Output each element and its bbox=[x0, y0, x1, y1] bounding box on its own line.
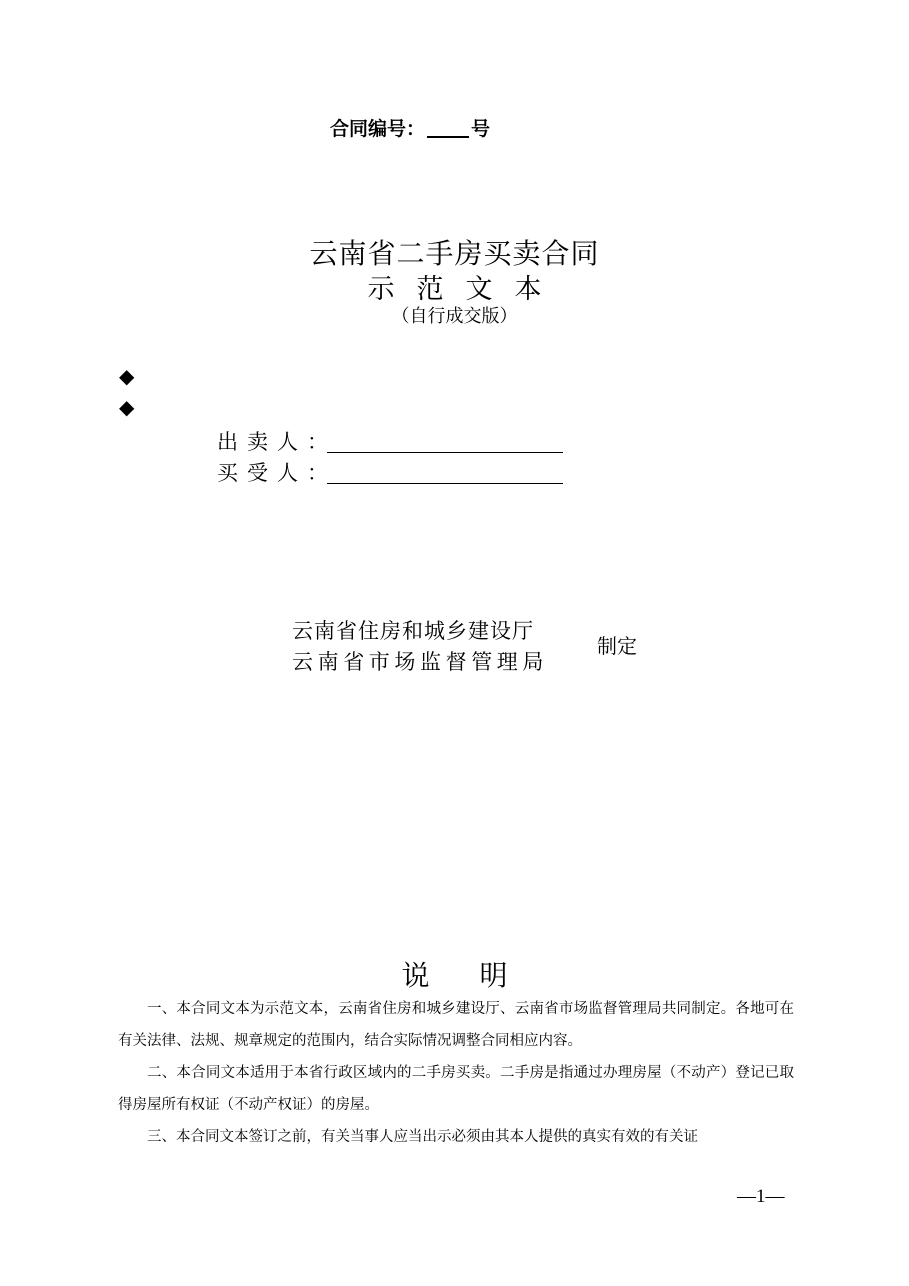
note-paragraph: 三、本合同文本签订之前，有关当事人应当出示必须由其本人提供的真实有效的有关证 bbox=[147, 1129, 698, 1145]
seller-label: 出卖人： bbox=[217, 430, 337, 454]
issuer-market: 云南省市场监督管理局 bbox=[292, 650, 548, 674]
document-edition: （自行成交版） bbox=[391, 306, 518, 327]
document-subtitle: 示范文本 bbox=[367, 274, 564, 305]
seller-field[interactable] bbox=[327, 430, 563, 453]
issuer-made-label: 制定 bbox=[597, 634, 637, 658]
note-paragraph: 一、本合同文本为示范文本，云南省住房和城乡建设厅、云南省市场监督管理局共同制定。各地可在有关法律、法规、规章规定的范围内，结合实际情况调整合同相应内容。 bbox=[118, 1001, 794, 1049]
buyer-row bbox=[217, 457, 563, 487]
issuer-housing: 云南省住房和城乡建设厅 bbox=[292, 619, 534, 643]
contract-number bbox=[330, 114, 490, 141]
contract-number-blank[interactable] bbox=[427, 118, 469, 138]
document-title: 云南省二手房买卖合同 bbox=[309, 237, 600, 270]
buyer-label: 买受人： bbox=[217, 461, 337, 485]
buyer-field[interactable] bbox=[327, 461, 563, 484]
diamond-bullet-icon: ◆ bbox=[119, 395, 135, 419]
diamond-bullet-icon: ◆ bbox=[119, 364, 135, 388]
page-number: —1— bbox=[737, 1186, 785, 1207]
seller-row bbox=[217, 426, 563, 456]
contract-number-suffix: 号 bbox=[471, 118, 491, 140]
note-paragraph: 二、本合同文本适用于本省行政区域内的二手房买卖。二手房是指通过办理房屋（不动产）登记已取得房屋所有权证（不动产权证）的房屋。 bbox=[118, 1065, 794, 1113]
contract-number-label: 合同编号： bbox=[330, 118, 426, 140]
notes-body bbox=[118, 993, 794, 1153]
notes-heading: 说明 bbox=[401, 959, 558, 992]
